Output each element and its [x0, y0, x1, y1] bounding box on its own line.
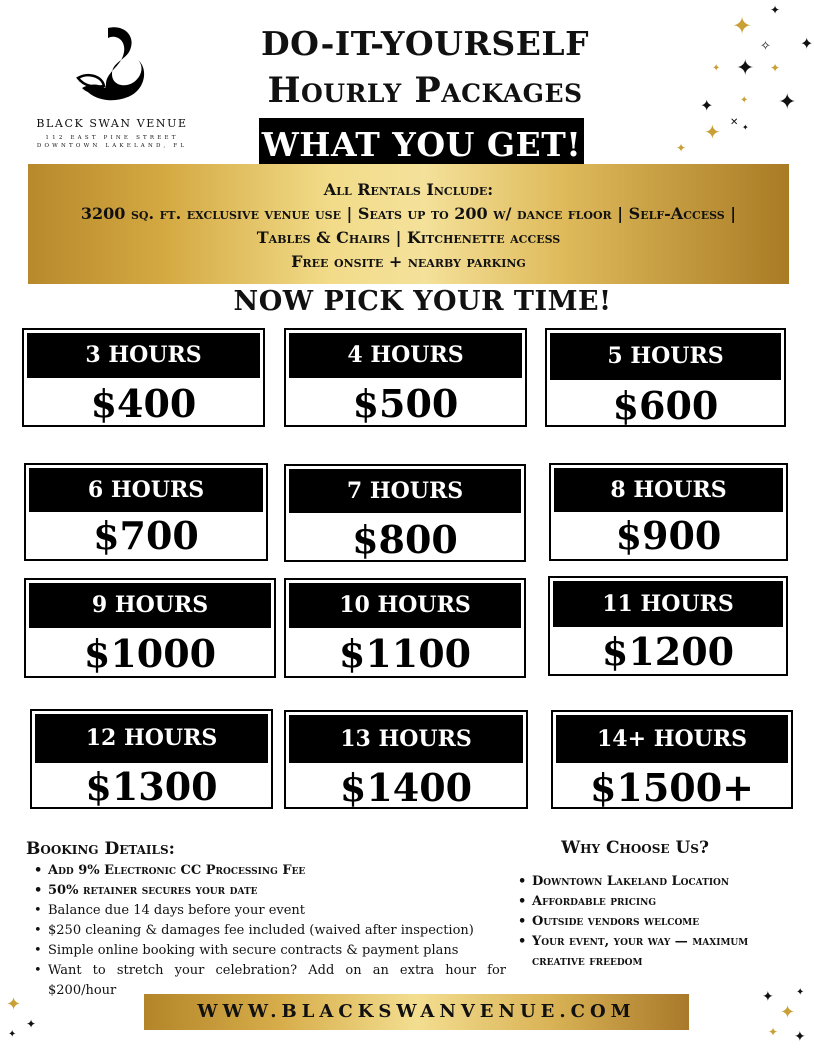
booking-item: • 50% retainer secures your date: [26, 881, 526, 901]
sparkle-icon: ✦: [800, 34, 814, 53]
swan-logo-icon: [64, 22, 154, 112]
package-hours: 11 HOURS: [553, 581, 783, 627]
package-hours: 3 HOURS: [27, 333, 260, 378]
package-card[interactable]: [284, 464, 526, 562]
package-hours: 10 HOURS: [289, 583, 521, 628]
rentals-heading: All Rentals Include:: [323, 180, 494, 199]
booking-item: • Want to stretch your celebration? Add on an extra hour for $200/hour: [26, 961, 526, 1001]
package-price: $400: [90, 381, 197, 426]
package-hours: 6 HOURS: [29, 468, 263, 512]
package-card[interactable]: [22, 328, 265, 427]
package-price: $1200: [601, 629, 735, 674]
booking-item: • Add 9% Electronic CC Processing Fee: [26, 861, 526, 881]
sparkle-icon: ✦: [780, 1002, 796, 1023]
sparkle-icon: ✦: [712, 63, 721, 74]
package-price: $500: [352, 381, 459, 426]
sparkle-icon: ✦: [770, 61, 781, 75]
sparkle-icon: ✦: [26, 1017, 37, 1031]
package-hours: 14+ HOURS: [556, 715, 788, 763]
package-hours: 8 HOURS: [554, 468, 783, 512]
venue-address: [28, 134, 196, 150]
website-link[interactable]: WWW.BLACKSWANVENUE.COM: [197, 1001, 636, 1022]
why-item: • Affordable pricing: [510, 892, 800, 912]
package-price: $1100: [338, 631, 472, 676]
rentals-line-2: Tables & Chairs | Kitchenette access: [256, 228, 561, 247]
sparkle-icon: ✦: [736, 56, 755, 81]
sparkle-icon: ✦: [6, 994, 22, 1015]
why-item: • Outside vendors welcome: [510, 912, 800, 932]
package-card[interactable]: [284, 710, 528, 809]
booking-item: • Balance due 14 days before your event: [26, 901, 526, 921]
sparkle-icon: ✦: [796, 987, 805, 998]
venue-name: BLACK SWAN VENUE: [36, 117, 188, 130]
sparkle-icon: ✦: [740, 95, 749, 106]
package-card[interactable]: [549, 463, 788, 561]
address-line-1: 112 EAST PINE STREET: [45, 135, 179, 141]
pick-time-heading: NOW PICK YOUR TIME!: [233, 286, 612, 317]
booking-item: • $250 cleaning & damages fee included (waived after inspection): [26, 921, 526, 941]
sparkle-icon: ✦: [770, 3, 781, 17]
sparkle-icon: ✦: [778, 90, 797, 115]
package-hours: 13 HOURS: [289, 715, 523, 763]
package-price: $800: [352, 517, 458, 562]
booking-details-section: [26, 839, 526, 1001]
package-price: $1500+: [589, 765, 755, 810]
sparkle-icon: ✦: [704, 120, 721, 144]
booking-item: • Simple online booking with secure contracts & payment plans: [26, 941, 526, 961]
package-card[interactable]: [24, 463, 268, 561]
package-price: $700: [93, 513, 199, 558]
package-hours: 4 HOURS: [289, 333, 522, 378]
package-card[interactable]: [30, 709, 273, 809]
sparkle-icon: ✦: [768, 1025, 779, 1039]
sparkle-icon: ✦: [8, 1029, 17, 1040]
package-price: $1000: [83, 631, 217, 676]
sparkle-icon: ✦: [676, 141, 687, 155]
package-card[interactable]: [545, 328, 786, 427]
package-price: $1400: [339, 765, 473, 810]
rentals-include-band: [28, 164, 789, 284]
why-item: • Your event, your way — maximum creative freedom: [510, 932, 800, 972]
package-card[interactable]: [284, 578, 526, 678]
sparkle-icon: ✧: [760, 39, 771, 54]
sparkle-icon: ✦: [794, 1029, 806, 1045]
package-hours: 12 HOURS: [35, 714, 268, 763]
sparkle-icon: ✦: [762, 989, 774, 1005]
package-hours: 7 HOURS: [289, 469, 521, 513]
website-bar: [144, 994, 689, 1030]
page-title-line-1: DO-IT-YOURSELF: [261, 24, 589, 63]
why-item: • Downtown Lakeland Location: [510, 872, 800, 892]
why-choose-us-heading: Why Choose Us?: [561, 838, 709, 858]
package-card[interactable]: [548, 576, 788, 676]
package-price: $900: [615, 513, 722, 558]
page-title-line-2: Hourly Packages: [267, 70, 583, 111]
why-choose-us-section: [510, 838, 800, 972]
package-card[interactable]: [284, 328, 527, 427]
sparkle-icon: ✦: [732, 12, 753, 40]
address-line-2: DOWNTOWN LAKELAND, FL: [36, 143, 188, 149]
sparkle-icon: ✦: [700, 96, 714, 115]
package-card[interactable]: [24, 578, 276, 678]
package-price: $1300: [85, 764, 218, 809]
booking-details-heading: Booking Details:: [26, 839, 175, 859]
package-price: $600: [612, 383, 719, 428]
sparkle-icon: ✦: [742, 123, 749, 132]
sparkle-icon: ✕: [730, 117, 739, 128]
rentals-line-1: 3200 sq. ft. exclusive venue use | Seats up to 200 w/ dance floor | Self-Access |: [80, 204, 737, 223]
package-card[interactable]: [551, 710, 793, 809]
rentals-line-3: Free onsite + nearby parking: [291, 252, 526, 271]
package-hours: 9 HOURS: [29, 583, 271, 628]
what-you-get-banner: WHAT YOU GET!: [259, 118, 584, 172]
package-hours: 5 HOURS: [550, 333, 781, 380]
